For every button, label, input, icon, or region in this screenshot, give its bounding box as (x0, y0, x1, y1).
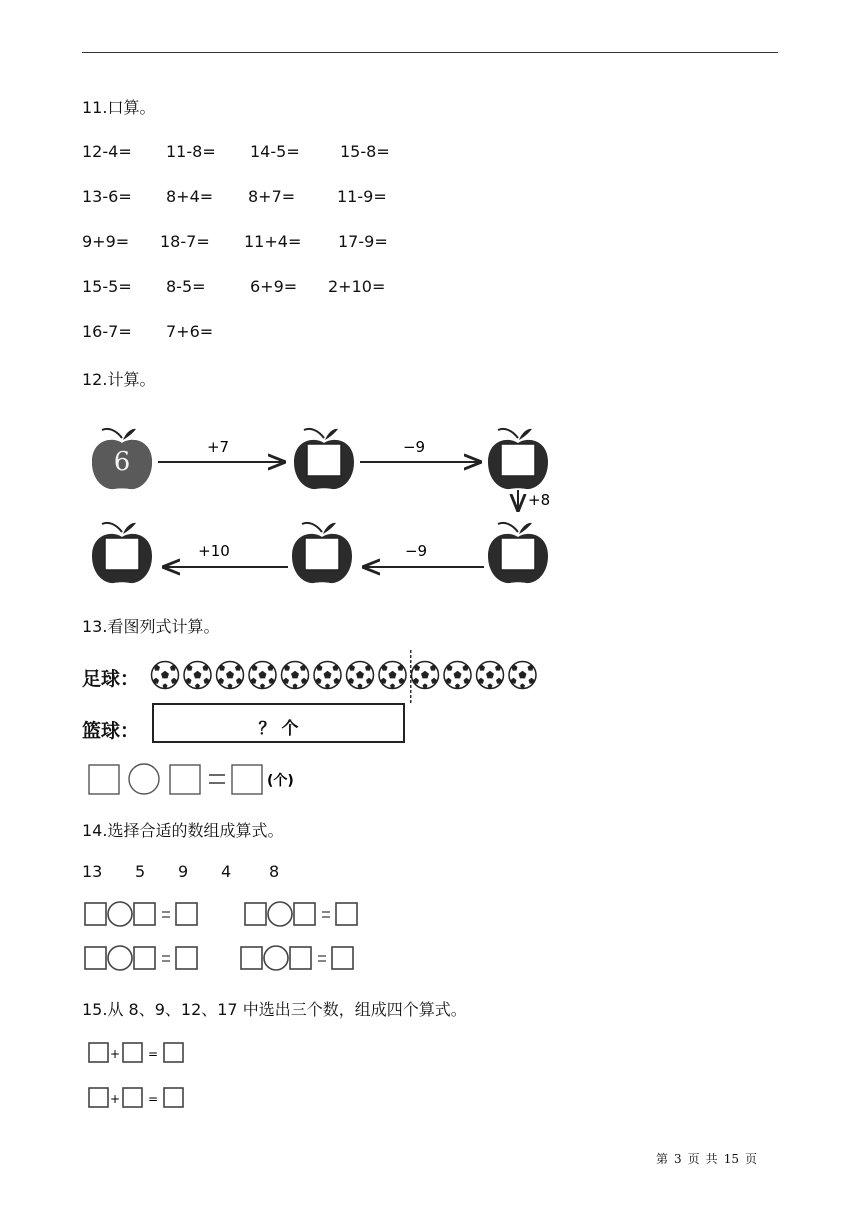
header-rule (82, 52, 778, 53)
op-label: +10 (198, 542, 230, 560)
expression: 2+10= (328, 277, 386, 296)
q11-title: 11.口算。 (82, 98, 156, 117)
footer-word: 页 (744, 1152, 757, 1166)
op-label: +8 (528, 491, 551, 509)
choice-number: 13 (82, 862, 103, 881)
footer-word: 第 (656, 1152, 669, 1166)
expression: 18-7= (160, 232, 210, 251)
equation-template (85, 946, 197, 970)
football-icon (347, 662, 374, 689)
op-label: +7 (206, 438, 230, 456)
expression: 14-5= (250, 142, 300, 161)
q12-title: 12.计算。 (82, 370, 156, 389)
op-label: −9 (402, 438, 426, 456)
basketball-box-text: ？ 个 (258, 719, 299, 739)
choice-number: 9 (178, 862, 189, 881)
q15-title: 15.从 8、9、12、17 中选出三个数，组成四个算式。 (82, 1000, 467, 1019)
choice-number: 5 (135, 862, 146, 881)
footer-word: 页 (687, 1152, 700, 1166)
choice-number: 4 (221, 862, 232, 881)
expression: 13-6= (82, 187, 132, 206)
football-icon (282, 662, 309, 689)
expression: 9+9= (82, 232, 130, 251)
football-label: 足球： (82, 668, 140, 690)
expression: 17-9= (338, 232, 388, 251)
equals-sign: = (148, 1092, 159, 1106)
apple-answer-box[interactable] (294, 429, 354, 489)
answer-box (89, 765, 119, 794)
apple-answer-box[interactable] (488, 523, 548, 583)
apple-answer-box[interactable] (488, 429, 548, 489)
equals-sign: = (148, 1047, 159, 1061)
apple-answer-box[interactable] (292, 523, 352, 583)
apple-start (92, 429, 152, 489)
q15-equation-list (88, 1040, 208, 1120)
answer-box (170, 765, 200, 794)
apple-answer-box[interactable] (92, 523, 152, 583)
football-icon (184, 662, 211, 689)
q14-equation-grid (84, 900, 374, 980)
expression: 11-8= (166, 142, 216, 161)
page-footer (656, 1150, 763, 1167)
op-label: −9 (404, 542, 428, 560)
expression: 6+9= (250, 277, 298, 296)
equation-template (245, 902, 357, 926)
expression: 16-7= (82, 322, 132, 341)
q13-equation (88, 762, 348, 798)
expression: 8+4= (166, 187, 214, 206)
football-icon (314, 662, 341, 689)
football-row (148, 656, 548, 692)
plus-sign: + (110, 1092, 121, 1106)
expression: 8+7= (248, 187, 296, 206)
equation-template (89, 1043, 183, 1062)
football-icon (477, 662, 504, 689)
apple-chain-diagram (88, 412, 568, 587)
unit-label: (个) (267, 773, 294, 789)
start-value: 6 (113, 447, 131, 477)
football-icon (412, 662, 439, 689)
football-icon (444, 662, 471, 689)
expression: 11-9= (337, 187, 387, 206)
answer-box (232, 765, 262, 794)
footer-word: 共 (705, 1152, 718, 1166)
plus-sign: + (110, 1047, 121, 1061)
operator-circle (129, 764, 159, 794)
basketball-box (152, 703, 405, 743)
current-page: 3 (674, 1152, 682, 1166)
football-icon (152, 662, 179, 689)
choice-number: 8 (269, 862, 280, 881)
football-icon (217, 662, 244, 689)
expression: 12-4= (82, 142, 132, 161)
expression: 15-8= (340, 142, 390, 161)
equation-template (85, 902, 197, 926)
total-pages: 15 (723, 1152, 739, 1166)
equation-template (89, 1088, 183, 1107)
expression: 7+6= (166, 322, 214, 341)
equation-template (241, 946, 353, 970)
basketball-label: 篮球： (82, 720, 140, 742)
expression: 8-5= (166, 277, 206, 296)
expression: 11+4= (244, 232, 302, 251)
football-icon (509, 662, 536, 689)
q13-title: 13.看图列式计算。 (82, 617, 220, 636)
expression: 15-5= (82, 277, 132, 296)
football-icon (249, 662, 276, 689)
football-icon (379, 662, 406, 689)
q14-title: 14.选择合适的数组成算式。 (82, 821, 284, 840)
